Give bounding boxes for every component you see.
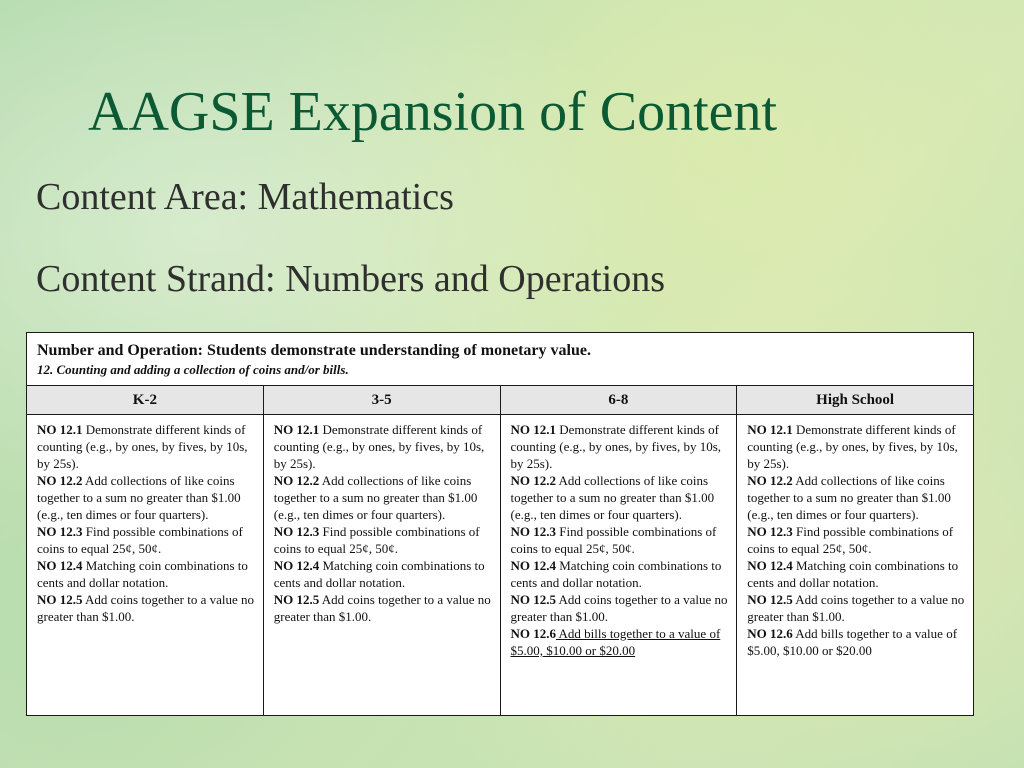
standard-code: NO 12.6 <box>510 626 556 641</box>
table-heading: Number and Operation: Students demonstrate understanding of monetary value. <box>37 342 591 359</box>
standard-item <box>747 523 965 557</box>
standard-item <box>511 591 729 625</box>
standard-code: NO 12.2 <box>510 473 556 488</box>
grade-header-high-school: High School <box>737 386 974 415</box>
standard-code: NO 12.4 <box>747 558 793 573</box>
standard-item <box>747 557 965 591</box>
standard-item <box>274 557 492 591</box>
column-k2 <box>27 415 264 716</box>
content-strand-heading: Content Strand: Numbers and Operations <box>36 258 666 300</box>
standard-item <box>37 591 255 625</box>
standard-text: Add bills together to a value of $5.00, $10.00 or $20.00 <box>747 626 958 658</box>
standard-item <box>274 591 492 625</box>
column-3-5 <box>263 415 500 716</box>
standard-text: Add coins together to a value no greater than $1.00. <box>510 592 728 624</box>
table-heading-cell <box>27 333 974 386</box>
standard-text: Add collections of like coins together to a sum no greater than $1.00 (e.g., ten dimes or four quarters). <box>37 473 241 522</box>
standard-item <box>37 472 255 523</box>
standard-text: Demonstrate different kinds of counting (e.g., by ones, by fives, by 10s, by 25s). <box>510 422 722 471</box>
standard-text: Matching coin combinations to cents and dollar notation. <box>273 558 485 590</box>
column-6-8 <box>500 415 737 716</box>
grade-header-row <box>27 386 974 415</box>
standard-item <box>511 557 729 591</box>
grade-header-6-8: 6-8 <box>500 386 737 415</box>
standard-text: Find possible combinations of coins to equal 25¢, 50¢. <box>273 524 480 556</box>
standard-item <box>37 523 255 557</box>
standard-code: NO 12.4 <box>510 558 556 573</box>
standard-item <box>511 523 729 557</box>
standard-text: Matching coin combinations to cents and dollar notation. <box>37 558 248 590</box>
standard-item <box>274 421 492 472</box>
standard-text: Find possible combinations of coins to equal 25¢, 50¢. <box>510 524 717 556</box>
standard-code: NO 12.1 <box>510 422 556 437</box>
standard-item <box>511 472 729 523</box>
standard-item <box>747 472 965 523</box>
standard-item <box>274 523 492 557</box>
table-heading-row <box>27 333 974 386</box>
standard-code: NO 12.2 <box>37 473 83 488</box>
standard-item <box>747 421 965 472</box>
standard-code: NO 12.4 <box>37 558 83 573</box>
standard-text: Add collections of like coins together to a sum no greater than $1.00 (e.g., ten dimes or four quarters). <box>273 473 478 522</box>
standard-code: NO 12.1 <box>37 422 83 437</box>
standard-item <box>37 421 255 472</box>
grade-header-k2: K-2 <box>27 386 264 415</box>
standard-code: NO 12.5 <box>273 592 320 607</box>
standard-text: Find possible combinations of coins to equal 25¢, 50¢. <box>37 524 243 556</box>
standard-text: Add collections of like coins together to a sum no greater than $1.00 (e.g., ten dimes or four quarters). <box>747 473 951 522</box>
standard-item <box>274 472 492 523</box>
table-subheading: 12. Counting and adding a collection of coins and/or bills. <box>37 362 349 377</box>
standard-code: NO 12.3 <box>747 524 793 539</box>
content-row <box>27 415 974 716</box>
standard-text: Demonstrate different kinds of counting (e.g., by ones, by fives, by 10s, by 25s). <box>273 422 485 471</box>
standard-code: NO 12.3 <box>37 524 83 539</box>
standard-code: NO 12.5 <box>747 592 793 607</box>
standard-text: Demonstrate different kinds of counting (e.g., by ones, by fives, by 10s, by 25s). <box>747 422 958 471</box>
standard-text: Matching coin combinations to cents and dollar notation. <box>510 558 722 590</box>
standard-item <box>511 421 729 472</box>
standard-code: NO 12.4 <box>273 558 320 573</box>
standard-text: Demonstrate different kinds of counting (e.g., by ones, by fives, by 10s, by 25s). <box>37 422 248 471</box>
standard-code: NO 12.2 <box>273 473 320 488</box>
standard-text: Find possible combinations of coins to equal 25¢, 50¢. <box>747 524 954 556</box>
standard-item <box>747 591 965 625</box>
standard-text: Add bills together to a value of $5.00, $10.00 or $20.00 <box>510 626 721 658</box>
standard-item <box>37 557 255 591</box>
standard-text: Add coins together to a value no greater than $1.00. <box>37 592 254 624</box>
standard-code: NO 12.6 <box>747 626 793 641</box>
standard-code: NO 12.2 <box>747 473 793 488</box>
standards-table <box>26 332 974 716</box>
standard-code: NO 12.1 <box>273 422 320 437</box>
standard-text: Add coins together to a value no greater than $1.00. <box>273 592 491 624</box>
column-high-school <box>737 415 974 716</box>
standard-code: NO 12.5 <box>37 592 83 607</box>
standard-text: Matching coin combinations to cents and dollar notation. <box>747 558 959 590</box>
standard-text: Add coins together to a value no greater than $1.00. <box>747 592 965 624</box>
grade-header-3-5: 3-5 <box>263 386 500 415</box>
standard-code: NO 12.5 <box>510 592 556 607</box>
content-area-heading: Content Area: Mathematics <box>36 176 454 218</box>
standard-code: NO 12.3 <box>510 524 556 539</box>
standard-item <box>511 625 729 659</box>
slide-title: AAGSE Expansion of Content <box>88 81 778 143</box>
standard-code: NO 12.1 <box>747 422 793 437</box>
standard-text: Add collections of like coins together to a sum no greater than $1.00 (e.g., ten dimes or four quarters). <box>510 473 715 522</box>
standard-code: NO 12.3 <box>273 524 320 539</box>
standard-item <box>747 625 965 659</box>
